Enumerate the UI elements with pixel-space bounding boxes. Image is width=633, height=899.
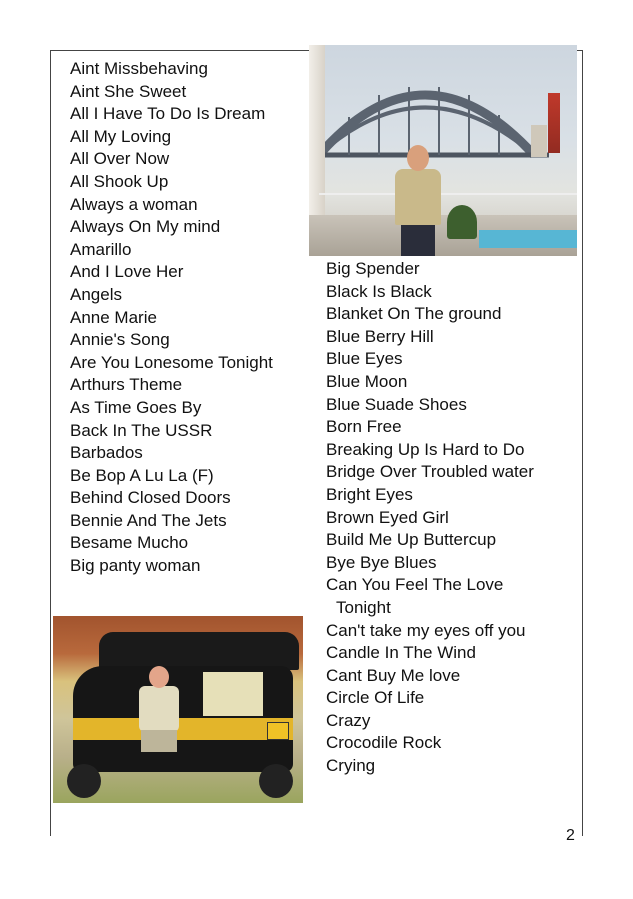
photo-auto-rickshaw: [53, 616, 303, 803]
song-title: Crazy: [326, 710, 371, 730]
song-title: Can You Feel The Love Tonight: [326, 575, 504, 617]
page-border-left: [50, 50, 51, 836]
song-title: All My Loving: [70, 126, 172, 146]
song-title: Arthurs Theme: [70, 375, 183, 395]
song-title: Bye Bye Blues: [326, 552, 437, 572]
song-title: Crocodile Rock: [326, 733, 442, 753]
ship-rail: [319, 193, 577, 195]
song-title: Born Free: [326, 417, 402, 437]
song-list-left: [70, 58, 273, 578]
song-title: Blue Moon: [326, 371, 408, 391]
song-title: Always a woman: [70, 194, 198, 214]
deck-pool: [479, 230, 577, 248]
song-title: Can't take my eyes off you: [326, 620, 526, 640]
song-title: Blanket On The ground: [326, 304, 502, 324]
song-title: Back In The USSR: [70, 420, 213, 440]
song-title: Angels: [70, 284, 122, 304]
rickshaw-canopy: [99, 632, 299, 670]
song-title: And I Love Her: [70, 262, 184, 282]
song-title: Bridge Over Troubled water: [326, 462, 534, 482]
song-title: Big panty woman: [70, 556, 201, 576]
song-title: Annie's Song: [70, 330, 170, 350]
rickshaw-yellow-stripe: [73, 718, 293, 740]
song-title: Aint She Sweet: [70, 81, 187, 101]
song-title: Besame Mucho: [70, 533, 189, 553]
song-title: Barbados: [70, 443, 143, 463]
song-list-right: [326, 258, 576, 778]
song-title: Be Bop A Lu La (F): [70, 465, 214, 485]
photo-sydney-harbour-bridge: [309, 45, 577, 256]
person-legs: [401, 223, 435, 256]
song-title: All Shook Up: [70, 171, 169, 191]
song-title: All Over Now: [70, 149, 170, 169]
rickshaw-seat-area: [203, 672, 263, 716]
song-title: Bright Eyes: [326, 484, 413, 504]
potted-plant: [447, 205, 477, 239]
song-title: Crying: [326, 756, 376, 776]
song-title: Blue Suade Shoes: [326, 394, 467, 414]
song-title: Circle Of Life: [326, 688, 425, 708]
song-title: Anne Marie: [70, 307, 157, 327]
song-title: Build Me Up Buttercup: [326, 530, 497, 550]
song-title: All I Have To Do Is Dream: [70, 104, 266, 124]
person-head: [149, 666, 169, 688]
song-title: Cant Buy Me love: [326, 665, 461, 685]
song-title: Blue Eyes: [326, 349, 403, 369]
song-title: Aint Missbehaving: [70, 59, 208, 78]
rickshaw-plate: [267, 722, 289, 740]
page-number: 2: [566, 827, 575, 844]
song-title: As Time Goes By: [70, 397, 202, 417]
page-border-right: [582, 50, 583, 836]
song-title: Blue Berry Hill: [326, 326, 434, 346]
person-shirt: [139, 686, 179, 732]
person-shorts: [141, 730, 177, 752]
song-title: Amarillo: [70, 239, 132, 259]
song-title: Are You Lonesome Tonight: [70, 352, 273, 372]
song-title: Bennie And The Jets: [70, 510, 227, 530]
song-title: Behind Closed Doors: [70, 488, 231, 508]
song-title: Breaking Up Is Hard to Do: [326, 439, 525, 459]
song-title: Always On My mind: [70, 217, 221, 237]
red-flag: [548, 93, 560, 153]
song-title: Black Is Black: [326, 281, 432, 301]
song-title: Candle In The Wind: [326, 643, 476, 663]
rickshaw-front-wheel: [67, 764, 101, 798]
person-torso: [395, 169, 441, 225]
person-head: [407, 145, 429, 171]
song-title: Big Spender: [326, 259, 420, 278]
song-title: Brown Eyed Girl: [326, 507, 449, 527]
rickshaw-rear-wheel: [259, 764, 293, 798]
